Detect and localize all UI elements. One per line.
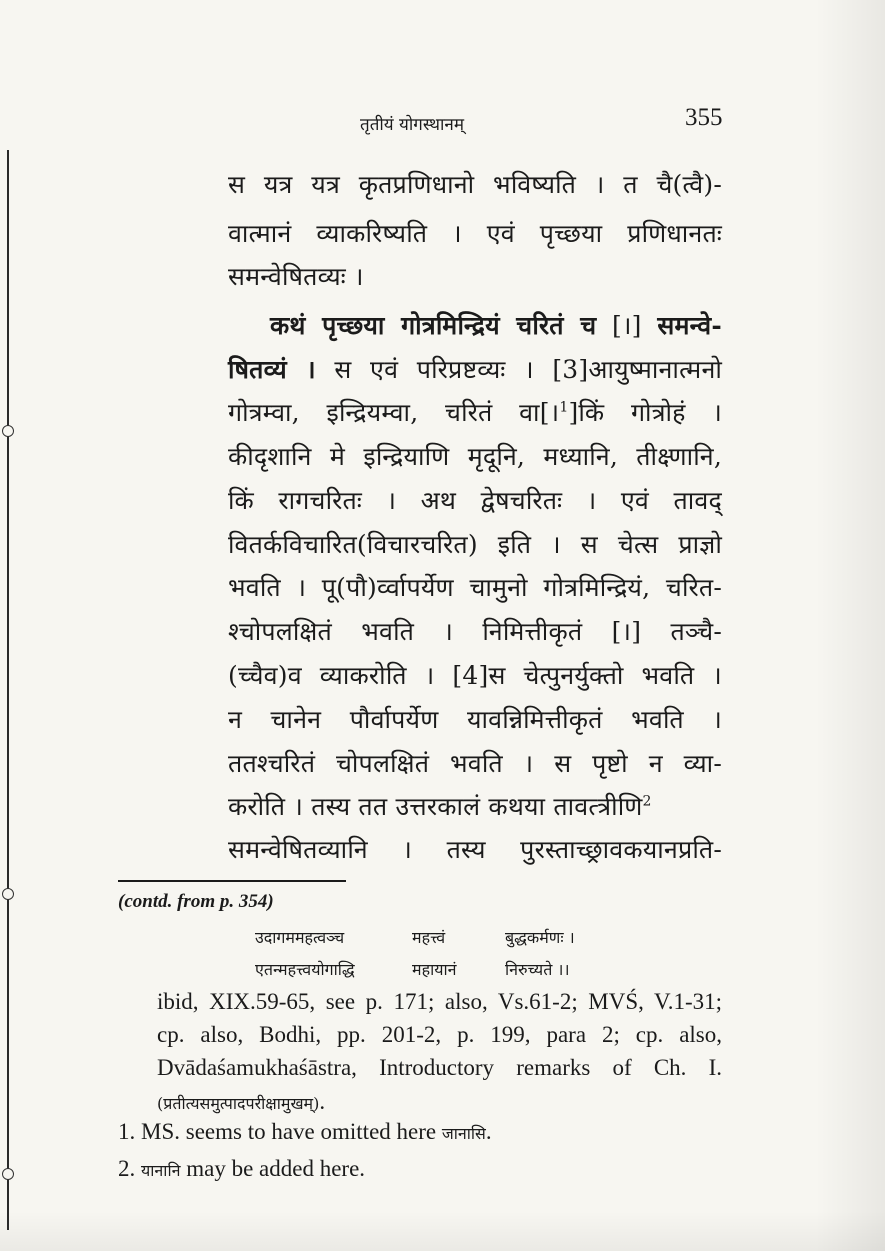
body-line: समन्वेषितव्यानि । तस्य पुरस्ताच्छ्रावकयानप्रति-: [228, 835, 722, 864]
body-line: (च्चैव)व व्याकरोति । [4]स चेत्पुनर्युक्तो भवति ।: [228, 661, 722, 690]
footnote-number: 2.: [118, 1156, 136, 1181]
body-line: कीदृशानि मे इन्द्रियाणि मृदूनि, मध्यानि, तीक्ष्णानि,: [228, 442, 722, 471]
body-line: [228, 787, 722, 827]
text-span: करोति । तस्य तत उत्तरकालं कथया तावत्त्रीणि: [228, 792, 643, 821]
footnote-2: [118, 1153, 365, 1187]
reference-line: cp. also, Bodhi, pp. 201-2, p. 199, para 2; cp. also,: [157, 1022, 722, 1047]
body-line: किं रागचरितः । अथ द्वेषचरितः । एवं तावद्: [228, 486, 722, 515]
text-span: स एवं परिप्रष्टव्यः । [3]आयुष्मानात्मनो: [315, 355, 723, 384]
reference-line: ibid, XIX.59-65, see p. 171; also, Vs.61-2; MVŚ, V.1-31;: [157, 989, 722, 1014]
body-line: [228, 350, 722, 390]
body-line: समन्वेषितव्यः ।: [228, 262, 364, 291]
footnote-number: 1.: [118, 1119, 136, 1144]
text-span: .: [485, 1119, 492, 1144]
verse-cell: निरुच्यते ।।: [505, 960, 570, 979]
running-title: तृतीयं योगस्थानम्: [360, 115, 465, 135]
text-span: जानासि: [441, 1124, 486, 1143]
bold-phrase: समन्वे-: [657, 311, 722, 340]
text-span: [।]: [596, 311, 658, 340]
page-edge-shadow: [815, 0, 885, 1251]
footnote-1: [118, 1116, 492, 1150]
binding-hole: [2, 425, 14, 437]
binding-hole: [2, 888, 14, 900]
text-span: .: [319, 1089, 326, 1114]
bold-phrase: कथं पृच्छया गोत्रमिन्द्रियं चरितं च: [270, 311, 597, 340]
binding-edge-line: [7, 150, 9, 1230]
bold-phrase: षितव्यं ।: [228, 355, 316, 384]
body-line: वितर्कविचारित(विचारचरित) इति । स चेत्स प्राज्ञो: [228, 530, 722, 559]
text-span: may be added here.: [186, 1156, 366, 1181]
verse-cell: उदागममहत्वञ्च: [255, 928, 345, 947]
text-span: (प्रतीत्यसमुत्पादपरीक्षामुखम्): [157, 1094, 320, 1113]
binding-hole: [2, 1168, 14, 1180]
reference-line: Dvādaśamukhaśāstra, Introductory remarks of Ch. I.: [157, 1055, 722, 1080]
text-span: MS. seems to have omitted here: [141, 1119, 437, 1144]
body-line: [228, 393, 722, 433]
text-span: यानानि: [141, 1161, 181, 1180]
body-line: भवति । पू(पौ)र्व्वापर्येण चामुनो गोत्रमिन्द्रियं, चरित-: [228, 573, 722, 602]
verse-cell: महत्त्वं: [412, 928, 446, 947]
page-bottom-shadow: [0, 1211, 885, 1251]
footnote-marker: 1: [559, 399, 569, 416]
continued-note: (contd. from p. 354): [118, 891, 274, 912]
reference-line: [157, 1086, 722, 1120]
body-line: न चानेन पौर्वापर्येण यावन्निमित्तीकृतं भवति ।: [228, 705, 722, 734]
body-line: वात्मानं व्याकरिष्यति । एवं पृच्छया प्रणिधानतः: [228, 219, 722, 248]
body-line: [270, 306, 722, 346]
footnote-separator: [118, 880, 346, 882]
verse-cell: बुद्धकर्मणः ।: [505, 928, 575, 947]
verse-cell: एतन्महत्त्वयोगाद्धि: [255, 960, 355, 979]
text-span: ]किं गोत्रोहं ।: [568, 398, 723, 427]
body-line: श्चोपलक्षितं भवति । निमित्तीकृतं [।] तञ्चै-: [228, 617, 722, 646]
verse-cell: महायानं: [412, 960, 457, 979]
footnote-marker: 2: [642, 793, 652, 810]
page-number: 355: [685, 104, 723, 131]
text-span: गोत्रम्वा, इन्द्रियम्वा, चरितं वा[।: [228, 398, 560, 427]
body-line: ततश्चरितं चोपलक्षितं भवति । स पृष्टो न व्या-: [228, 749, 722, 778]
body-line: स यत्र यत्र कृतप्रणिधानो भविष्यति । त चै(त्वै)-: [228, 170, 722, 199]
